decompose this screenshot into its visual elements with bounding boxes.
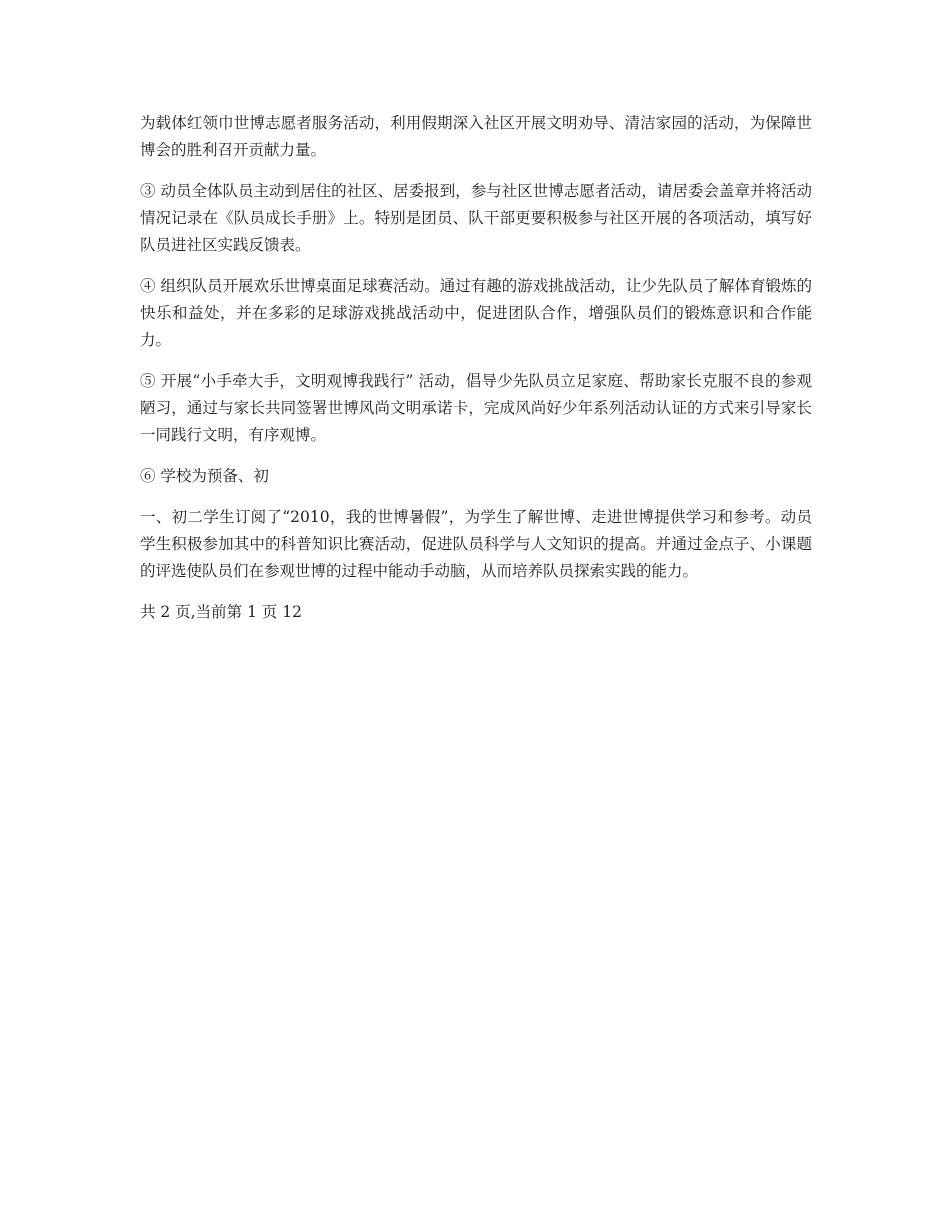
document-body bbox=[140, 110, 812, 640]
paragraph-item-3: ③ 动员全体队员主动到居住的社区、居委报到，参与社区世博志愿者活动，请居委会盖章并将活动情况记录在《队员成长手册》上。特别是团员、队干部更要积极参与社区开展的各项活动，填写好队员进社区实践反馈表。 bbox=[140, 182, 812, 254]
paragraph-grade-subscription: 一、初二学生订阅了“2010，我的世博暑假”，为学生了解世博、走进世博提供学习和参考。动员学生积极参加其中的科普知识比赛活动，促进队员科学与人文知识的提高。并通过金点子、小课题的评选使队员们在参观世博的过程中能动手动脑，从而培养队员探索实践的能力。 bbox=[140, 508, 812, 580]
paragraph-item-6: ⑥ 学校为预备、初 bbox=[140, 467, 269, 485]
paragraph-item-4: ④ 组织队员开展欢乐世博桌面足球赛活动。通过有趣的游戏挑战活动，让少先队员了解体育锻炼的快乐和益处，并在多彩的足球游戏挑战活动中，促进团队合作，增强队员们的锻炼意识和合作能力。 bbox=[140, 277, 812, 349]
page-indicator: 共 2 页,当前第 1 页 12 bbox=[140, 603, 303, 621]
paragraph-item-5: ⑤ 开展“小手牵大手，文明观博我践行” 活动，倡导少先队员立足家庭、帮助家长克服不良的参观陋习，通过与家长共同签署世博风尚文明承诺卡，完成风尚好少年系列活动认证的方式来引导家长一同践行文明，有序观博。 bbox=[140, 372, 812, 444]
paragraph-volunteer-service: 为载体红领巾世博志愿者服务活动，利用假期深入社区开展文明劝导、清洁家园的活动，为保障世博会的胜利召开贡献力量。 bbox=[140, 114, 812, 159]
